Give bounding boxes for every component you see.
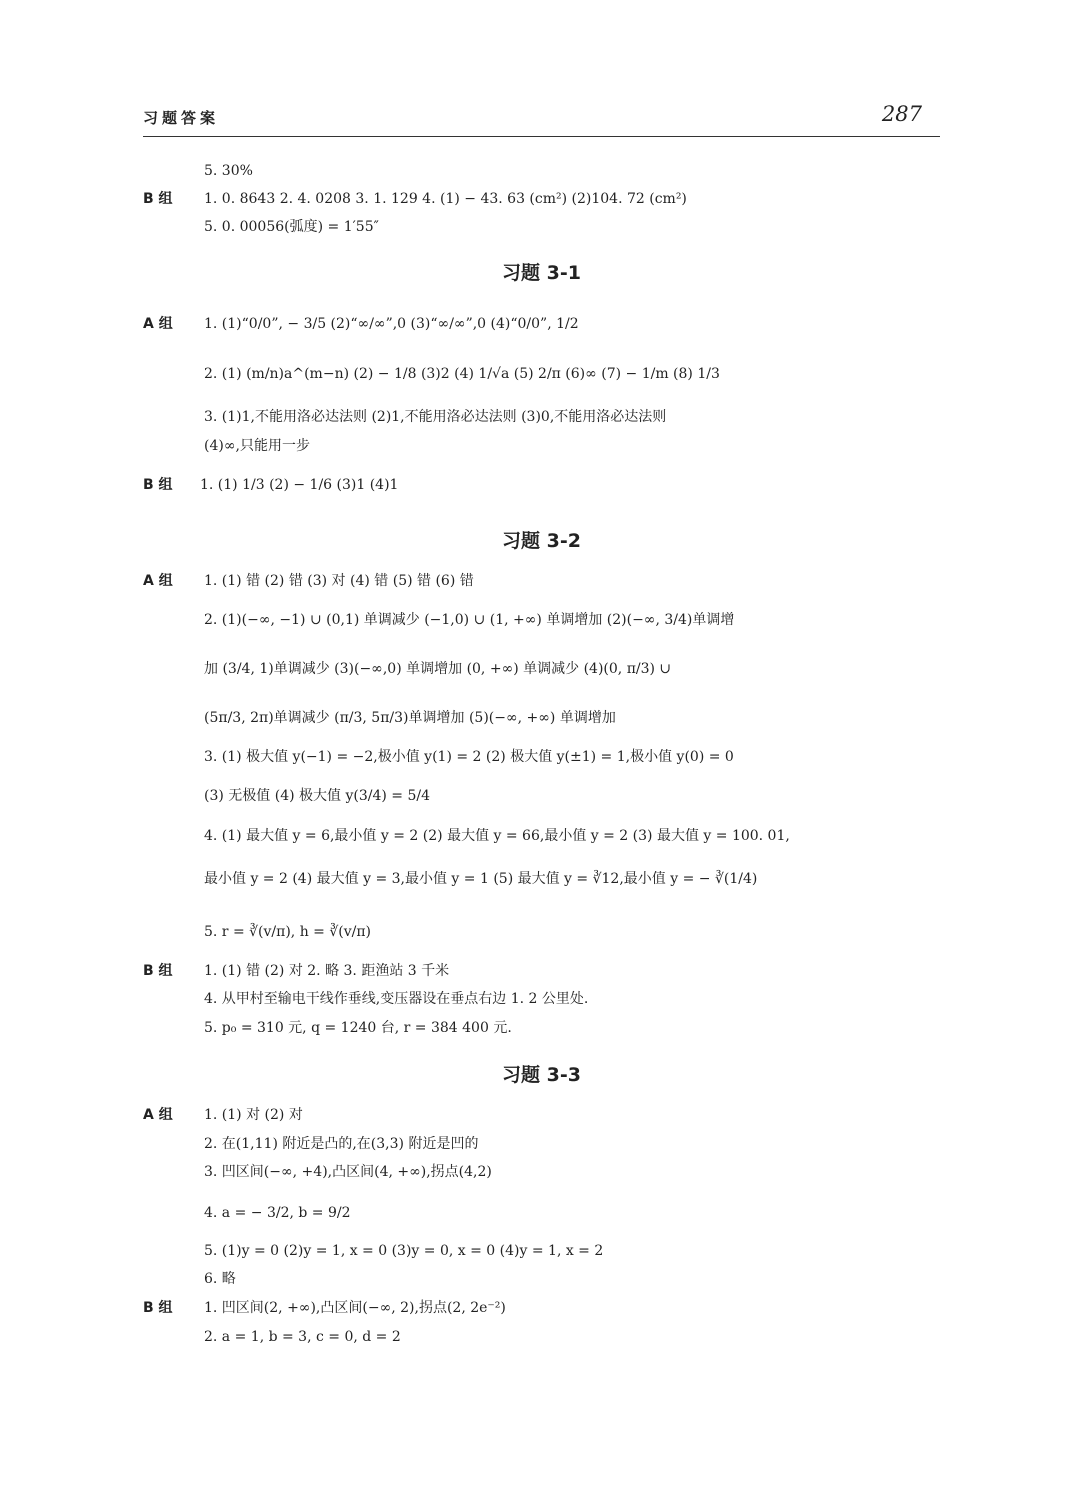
answer-line: 4. a = − 3/2, b = 9/2 <box>204 1205 351 1221</box>
answer-line: 1. (1) 1/3 (2) − 1/6 (3)1 (4)1 <box>200 477 399 493</box>
answer-line: 5. 0. 00056(弧度) = 1′55″ <box>204 219 379 235</box>
answer-line: 5. (1)y = 0 (2)y = 1, x = 0 (3)y = 0, x = 0 (4)y = 1, x = 2 <box>204 1243 604 1259</box>
answer-line: 4. (1) 最大值 y = 6,最小值 y = 2 (2) 最大值 y = 66,最小值 y = 2 (3) 最大值 y = 100. 01, <box>204 828 790 844</box>
answer-line: 3. 凹区间(−∞, +4),凸区间(4, +∞),拐点(4,2) <box>204 1164 492 1180</box>
answer-line: 最小值 y = 2 (4) 最大值 y = 3,最小值 y = 1 (5) 最大值 y = ∛12,最小值 y = − ∛(1/4) <box>204 871 758 887</box>
answer-line: 2. a = 1, b = 3, c = 0, d = 2 <box>204 1329 401 1345</box>
group-label: B 组 <box>143 191 173 207</box>
answer-line: 3. (1) 极大值 y(−1) = −2,极小值 y(1) = 2 (2) 极大值 y(±1) = 1,极小值 y(0) = 0 <box>204 749 734 765</box>
answer-line: (3) 无极值 (4) 极大值 y(3/4) = 5/4 <box>204 788 430 804</box>
page-header <box>143 100 940 137</box>
group-label: B 组 <box>143 963 173 979</box>
answer-line: (5π/3, 2π)单调减少 (π/3, 5π/3)单调增加 (5)(−∞, +∞) 单调增加 <box>204 710 616 726</box>
answer-line: (4)∞,只能用一步 <box>204 438 310 454</box>
answer-line: 5. 30% <box>204 163 253 179</box>
group-label: B 组 <box>143 1300 173 1316</box>
header-title: 习题答案 <box>143 109 220 127</box>
section-title: 习题 3-3 <box>502 1064 581 1086</box>
answer-line: 5. p₀ = 310 元, q = 1240 台, r = 384 400 元. <box>204 1020 512 1036</box>
answer-line: 1. 凹区间(2, +∞),凸区间(−∞, 2),拐点(2, 2e⁻²) <box>204 1300 506 1316</box>
answer-line: 2. (1)(−∞, −1) ∪ (0,1) 单调减少 (−1,0) ∪ (1, +∞) 单调增加 (2)(−∞, 3/4)单调增 <box>204 612 735 628</box>
group-label: A 组 <box>143 573 173 589</box>
answer-line: 1. (1) 错 (2) 对 2. 略 3. 距渔站 3 千米 <box>204 963 450 979</box>
answer-line: 2. (1) (m/n)a^(m−n) (2) − 1/8 (3)2 (4) 1/√a (5) 2/π (6)∞ (7) − 1/m (8) 1/3 <box>204 366 720 382</box>
answer-line: 4. 从甲村至输电干线作垂线,变压器设在垂点右边 1. 2 公里处. <box>204 991 589 1007</box>
answer-line: 2. 在(1,11) 附近是凸的,在(3,3) 附近是凹的 <box>204 1136 479 1152</box>
section-title: 习题 3-2 <box>502 530 581 552</box>
group-label: B 组 <box>143 477 173 493</box>
answer-line: 3. (1)1,不能用洛必达法则 (2)1,不能用洛必达法则 (3)0,不能用洛必达法则 <box>204 409 667 425</box>
answer-line: 6. 略 <box>204 1271 236 1287</box>
answer-line: 5. r = ∛(v/π), h = ∛(v/π) <box>204 924 372 940</box>
group-label: A 组 <box>143 1107 173 1123</box>
group-label: A 组 <box>143 316 173 332</box>
answer-line: 加 (3/4, 1)单调减少 (3)(−∞,0) 单调增加 (0, +∞) 单调减少 (4)(0, π/3) ∪ <box>204 661 672 677</box>
section-title: 习题 3-1 <box>502 262 581 284</box>
answer-line: 1. (1) 对 (2) 对 <box>204 1107 303 1123</box>
answer-line: 1. (1) 错 (2) 错 (3) 对 (4) 错 (5) 错 (6) 错 <box>204 573 474 589</box>
page-number: 287 <box>881 102 922 126</box>
answer-line: 1. 0. 8643 2. 4. 0208 3. 1. 129 4. (1) − 43. 63 (cm²) (2)104. 72 (cm²) <box>204 191 687 207</box>
answer-line: 1. (1)“0/0”, − 3/5 (2)“∞/∞”,0 (3)“∞/∞”,0 (4)“0/0”, 1/2 <box>204 316 579 332</box>
